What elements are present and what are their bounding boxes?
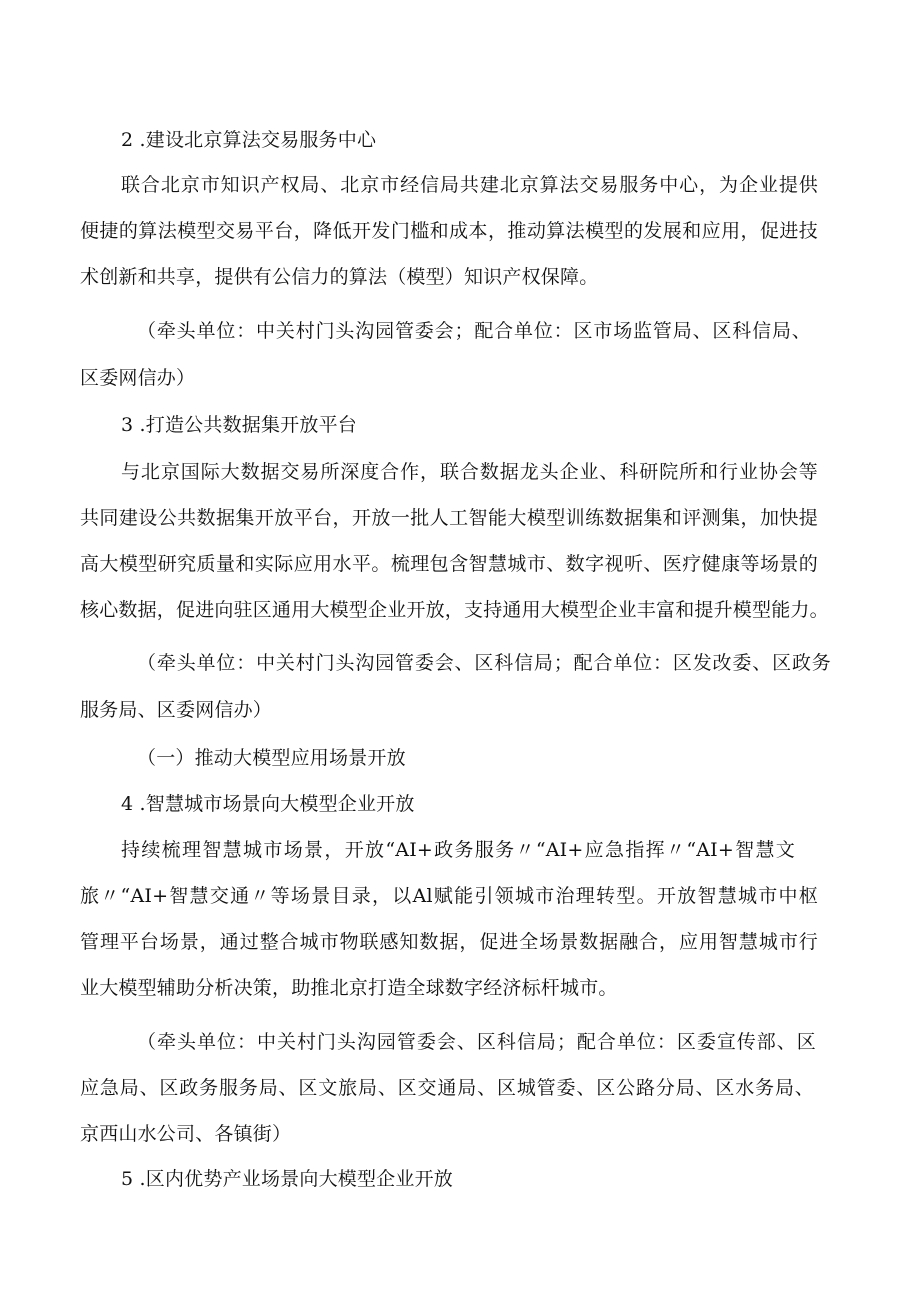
responsibility-line: （牵头单位：中关村门头沟园管委会、区科信局；配合单位：区委宣传部、区: [137, 1031, 816, 1053]
paragraph-line: 核心数据，促进向驻区通用大模型企业开放，支持通用大模型企业丰富和提升模型能力。: [80, 599, 829, 621]
section-heading-4: 4 .智慧城市场景向大模型企业开放: [121, 793, 415, 815]
paragraph-line: 共同建设公共数据集开放平台，开放一批人工智能大模型训练数据集和评测集，加快提: [80, 507, 818, 529]
paragraph-line: 管理平台场景，通过整合城市物联感知数据，促进全场景数据融合，应用智慧城市行: [80, 931, 818, 953]
section-heading-3: 3 .打造公共数据集开放平台: [121, 414, 357, 436]
paragraph-line: 业大模型辅助分析决策，助推北京打造全球数字经济标杆城市。: [80, 977, 618, 999]
paragraph-line: 持续梳理智慧城市场景，开放“AI+政务服务〃“AI+应急指挥〃“AI+智慧文: [121, 839, 795, 861]
responsibility-line: 服务局、区委网信办）: [80, 699, 273, 721]
paragraph-line: 便捷的算法模型交易平台，降低开发门槛和成本，推动算法模型的发展和应用，促进技: [80, 220, 818, 242]
paragraph-line: 旅〃“AI+智慧交通〃等场景目录，以Al赋能引领城市治理转型。开放智慧城市中枢: [80, 885, 818, 907]
paragraph-line: 高大模型研究质量和实际应用水平。梳理包含智慧城市、数字视听、医疗健康等场景的: [80, 553, 818, 575]
subsection-heading: （一）推动大模型应用场景开放: [137, 747, 406, 769]
section-heading-2: 2 .建设北京算法交易服务中心: [121, 129, 377, 151]
paragraph-line: 术创新和共享，提供有公信力的算法（模型）知识产权保障。: [80, 266, 599, 288]
responsibility-line: 区委网信办）: [80, 367, 196, 389]
paragraph-line: 联合北京市知识产权局、北京市经信局共建北京算法交易服务中心，为企业提供: [121, 174, 818, 196]
responsibility-line: 应急局、区政务服务局、区文旅局、区交通局、区城管委、区公路分局、区水务局、: [80, 1077, 814, 1099]
responsibility-line: （牵头单位：中关村门头沟园管委会；配合单位：区市场监管局、区科信局、: [137, 320, 811, 342]
responsibility-line: （牵头单位：中关村门头沟园管委会、区科信局；配合单位：区发改委、区政务: [137, 652, 831, 674]
responsibility-line: 京西山水公司、各镇街）: [80, 1123, 292, 1145]
paragraph-line: 与北京国际大数据交易所深度合作，联合数据龙头企业、科研院所和行业协会等: [121, 461, 818, 483]
section-heading-5: 5 .区内优势产业场景向大模型企业开放: [121, 1168, 453, 1190]
